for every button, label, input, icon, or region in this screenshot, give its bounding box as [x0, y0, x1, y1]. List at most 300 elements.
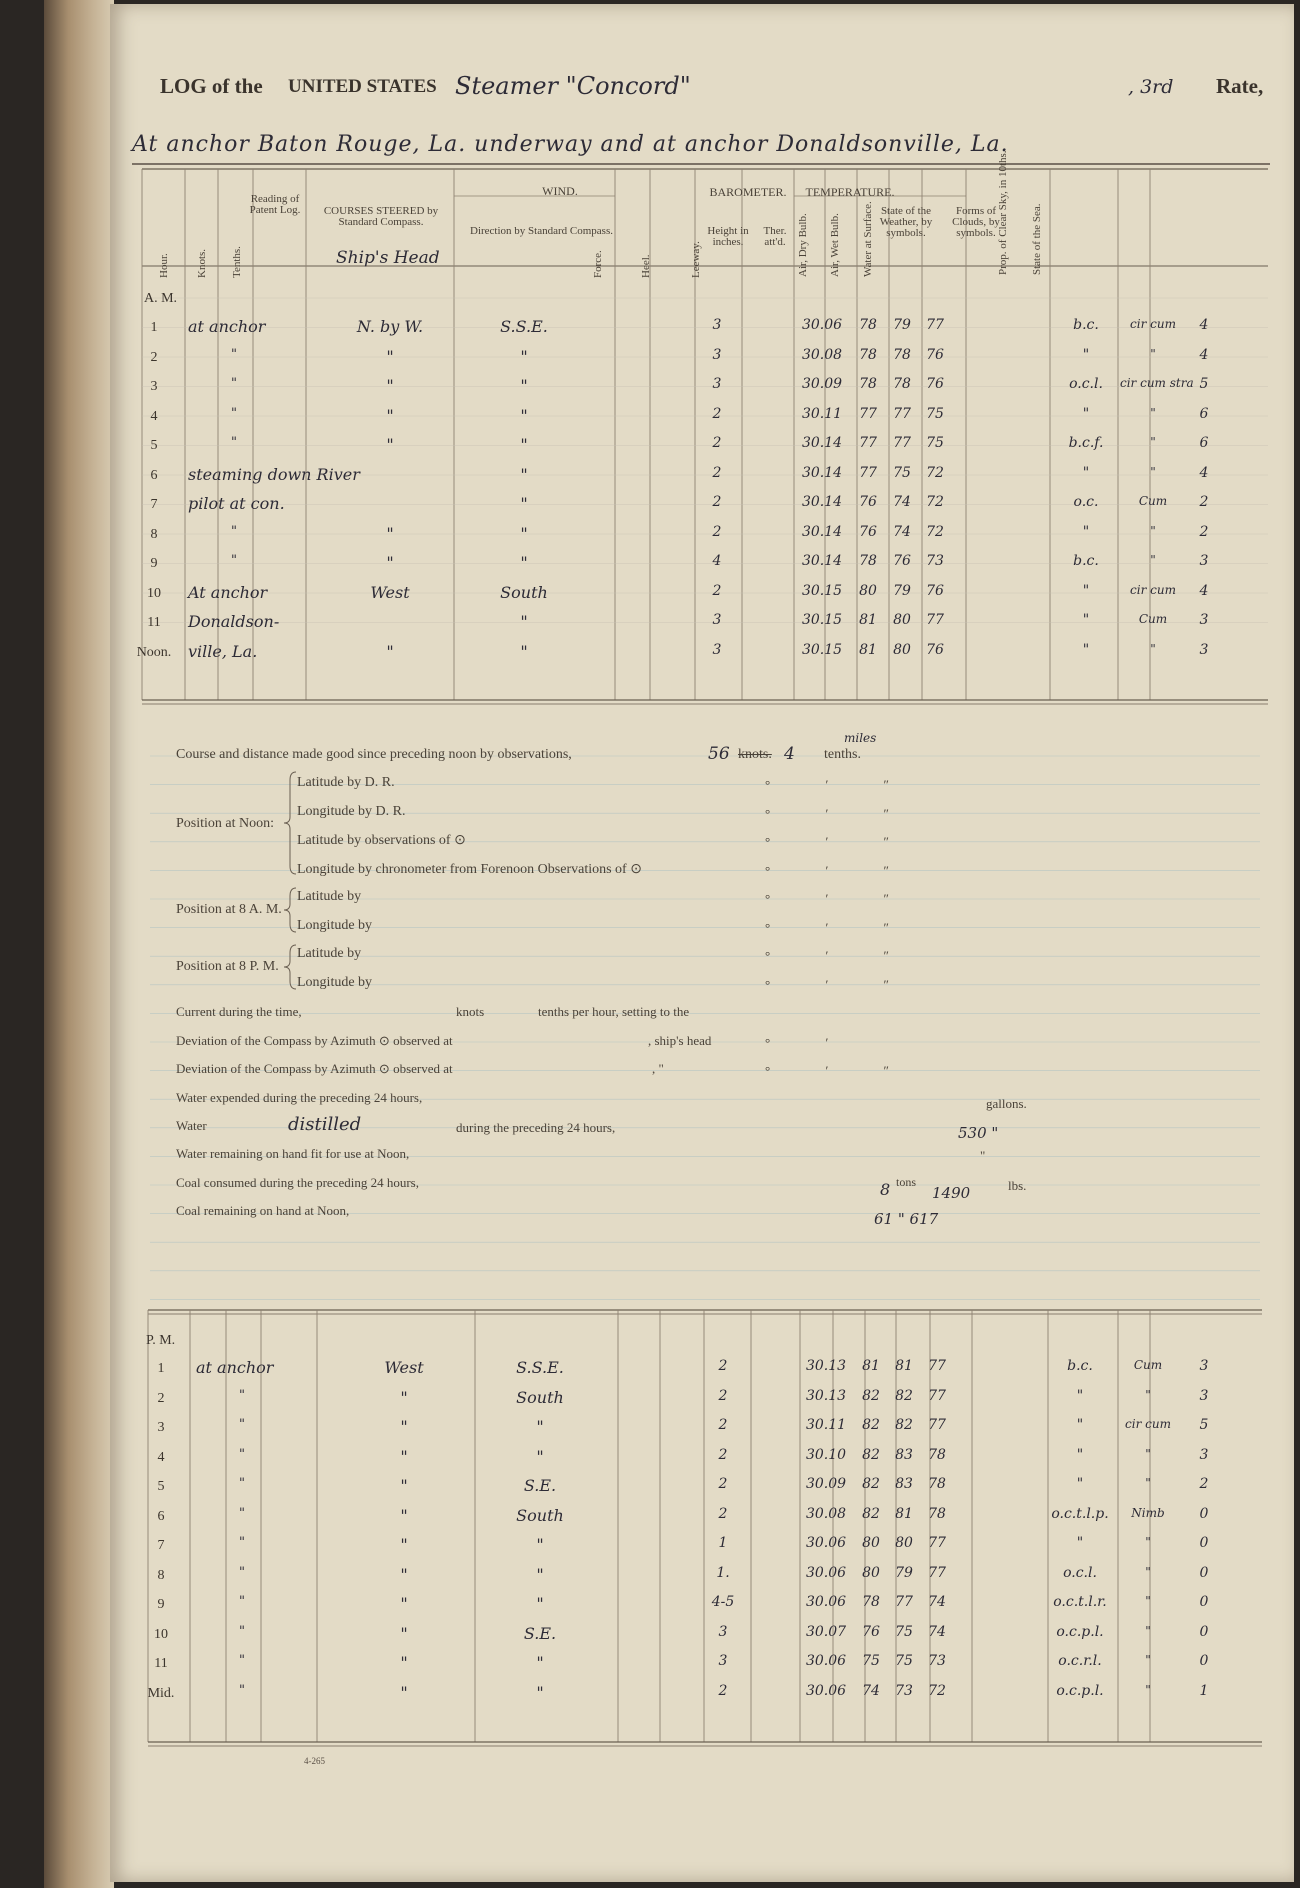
book-spine-edge: [44, 0, 114, 1888]
am-row-wind: ": [520, 405, 528, 425]
am-row-course: ": [386, 523, 394, 543]
am-row-force: 3: [712, 612, 722, 628]
am-row-course: ": [386, 405, 394, 425]
am-hour-label: 7: [150, 497, 158, 512]
am-row-tenths: ": [231, 376, 237, 391]
pm-row-wet-bulb: 77: [928, 1417, 946, 1433]
am-row-wind: ": [520, 523, 528, 543]
am-row-course: ": [386, 641, 394, 661]
pm-hour-label: 7: [157, 1538, 165, 1553]
col-temperature: TEMPERATURE.: [805, 185, 895, 199]
pm-row-wind: ": [536, 1417, 544, 1436]
pm-row-barometer: 30.10: [805, 1446, 847, 1463]
pm-row-clear-sky: 5: [1199, 1417, 1209, 1433]
water-distilled-value: 530 ": [958, 1124, 999, 1142]
am-row-ther: 81: [859, 612, 877, 628]
am-hour-label: 4: [150, 408, 158, 424]
pm-row-clouds: Cum: [1133, 1358, 1163, 1372]
pm-hour-label: 6: [157, 1508, 165, 1524]
vessel-name: Steamer "Concord": [455, 72, 691, 100]
pm-row-wind: South: [516, 1505, 564, 1525]
am-row-wind: ": [520, 494, 528, 513]
am-row-dry-bulb: 77: [893, 435, 911, 451]
am-row-clouds: ": [1150, 435, 1156, 449]
col-hour: Hour.: [158, 253, 170, 278]
am-row-clear-sky: 4: [1199, 317, 1209, 333]
col-sea: State of the Sea.: [1031, 203, 1043, 275]
pm-row-wet-bulb: 77: [928, 1358, 946, 1374]
pm-row-clouds: ": [1145, 1476, 1151, 1490]
pm-row-ther: 75: [862, 1653, 880, 1669]
am-row-clear-sky: 4: [1199, 582, 1209, 599]
dms-deviation-2: ° ′ ″: [765, 1063, 915, 1078]
pm-row-weather: o.c.t.l.r.: [1053, 1594, 1107, 1610]
am-label: A. M.: [144, 291, 178, 306]
pm-row-wet-bulb: 77: [928, 1564, 946, 1581]
pm-hour-label: 8: [157, 1567, 165, 1583]
position-8pm-label: Position at 8 P. M.: [176, 959, 279, 974]
am-row-ther: 78: [859, 346, 877, 363]
pm-hour-label: 9: [157, 1597, 165, 1612]
pm-row-wind: ": [536, 1446, 544, 1466]
pm-row-dry-bulb: 82: [895, 1417, 913, 1433]
tons-label: tons: [896, 1175, 917, 1189]
col-dry-bulb: Air, Dry Bulb.: [797, 213, 809, 277]
am-row-course: ": [386, 346, 394, 366]
am-row-barometer: 30.15: [801, 582, 843, 599]
col-courses-steered: COURSES STEERED by Standard Compass.: [323, 205, 439, 228]
am-hour-label: 6: [150, 467, 158, 483]
pm-row-barometer: 30.09: [805, 1476, 847, 1492]
am-row-dry-bulb: 74: [893, 523, 911, 540]
pm-row-dry-bulb: 79: [895, 1564, 913, 1581]
pm-row-barometer: 30.08: [805, 1505, 847, 1522]
am-row-ther: 78: [859, 376, 877, 392]
am-row-dry-bulb: 79: [893, 582, 911, 599]
current-label: Current during the time,: [176, 1004, 302, 1019]
pm-row-barometer: 30.07: [805, 1623, 847, 1640]
am-row-weather: b.c.: [1073, 317, 1099, 333]
am-hour-label: Noon.: [136, 644, 172, 660]
am-row-dry-bulb: 80: [893, 641, 911, 658]
pm-row-barometer: 30.06: [805, 1535, 847, 1551]
am-hour-label: 10: [147, 585, 161, 601]
log-page: [110, 4, 1294, 1882]
pm-row-ther: 76: [862, 1623, 880, 1640]
am-row-force: 3: [712, 641, 722, 658]
am-row-clear-sky: 2: [1199, 523, 1209, 540]
am-row-dry-bulb: 74: [893, 494, 911, 510]
am-row-wind: ": [520, 435, 528, 454]
lat-obs-label: Latitude by observations of ⊙: [297, 833, 466, 848]
pm-row-wet-bulb: 74: [928, 1594, 946, 1610]
am-row-wet-bulb: 76: [926, 641, 944, 658]
pm-hour-label: 2: [157, 1390, 165, 1406]
am-row-barometer: 30.15: [801, 612, 843, 628]
pm-row-clear-sky: 3: [1199, 1446, 1209, 1463]
am-row-clear-sky: 5: [1199, 376, 1209, 392]
ships-head-label: , ship's head: [648, 1033, 712, 1048]
am-row-wet-bulb: 72: [926, 464, 944, 481]
am-row-wind: ": [520, 376, 528, 395]
am-row-tenths: ": [231, 523, 237, 539]
am-row-clear-sky: 4: [1199, 346, 1209, 363]
am-row-clouds: cir cum: [1130, 317, 1176, 331]
col-water-surface: Water at Surface.: [862, 201, 874, 277]
am-row-force: 2: [712, 405, 722, 422]
col-patent-log: Reading of Patent Log.: [249, 193, 301, 216]
am-row-barometer: 30.14: [801, 464, 843, 481]
am-row-clouds: ": [1150, 346, 1156, 361]
pm-row-weather: o.c.t.l.p.: [1051, 1505, 1109, 1522]
am-row-wind: S.S.E.: [500, 317, 548, 336]
gallons-label: gallons.: [986, 1096, 1027, 1111]
water-distilled: distilled: [288, 1114, 362, 1135]
am-row-dry-bulb: 78: [893, 376, 911, 392]
am-row-knots-note: Donaldson-: [188, 612, 280, 631]
pm-row-clear-sky: 3: [1199, 1387, 1209, 1404]
pm-row-ther: 82: [862, 1446, 880, 1463]
pm-row-wet-bulb: 78: [928, 1505, 946, 1522]
coal-remaining-value: 61 " 617: [874, 1210, 939, 1228]
pm-row-force: 2: [718, 1682, 728, 1699]
am-row-clouds: Cum: [1138, 612, 1168, 626]
am-row-knots-note: At anchor: [188, 582, 268, 602]
pm-row-barometer: 30.13: [805, 1358, 847, 1374]
pm-row-tenths: ": [239, 1387, 245, 1403]
pm-row-course: ": [400, 1564, 408, 1584]
dms-lon-8am: ° ′ ″: [765, 920, 915, 935]
am-hour-label: 8: [150, 526, 158, 542]
col-leeway: Leeway.: [690, 241, 702, 278]
lbs-label: lbs.: [1008, 1178, 1027, 1193]
am-row-clouds: ": [1150, 553, 1156, 567]
am-row-weather: b.c.: [1073, 553, 1099, 569]
water-expended-label: Water expended during the preceding 24 hours,: [176, 1090, 423, 1105]
deviation-1-label: Deviation of the Compass by Azimuth ⊙ observed at: [176, 1033, 453, 1048]
distance-value: 56: [708, 744, 730, 764]
knots-struck: knots.: [738, 747, 772, 762]
am-row-wet-bulb: 76: [926, 582, 944, 599]
am-row-clouds: ": [1150, 464, 1156, 479]
lon-8am-label: Longitude by: [297, 918, 373, 933]
tenths-label: tenths.: [824, 747, 861, 762]
am-hour-label: 2: [150, 349, 158, 365]
am-row-wind: South: [500, 582, 548, 602]
am-hour-label: 11: [147, 615, 161, 630]
col-clouds: Forms of Clouds, by symbols.: [952, 205, 1000, 239]
pm-row-dry-bulb: 83: [895, 1446, 913, 1463]
pm-row-weather: ": [1076, 1535, 1084, 1551]
am-row-weather: ": [1082, 405, 1090, 422]
pm-row-weather: ": [1076, 1476, 1084, 1492]
pm-row-force: 2: [718, 1446, 728, 1463]
am-row-force: 3: [712, 346, 722, 363]
pm-row-wet-bulb: 72: [928, 1682, 946, 1699]
pm-row-wind: ": [536, 1653, 544, 1672]
am-row-dry-bulb: 78: [893, 346, 911, 363]
am-hour-label: 9: [150, 556, 158, 571]
lon-8pm-label: Longitude by: [297, 975, 373, 990]
form-number: 4-265: [304, 1756, 325, 1766]
col-heel: Heel.: [640, 254, 652, 278]
coal-consumed-label: Coal consumed during the preceding 24 hours,: [176, 1175, 419, 1190]
pm-row-clear-sky: 2: [1199, 1476, 1209, 1492]
rate-number: , 3rd: [1128, 76, 1174, 98]
pm-row-clear-sky: 0: [1199, 1623, 1209, 1640]
am-row-wind: ": [520, 346, 528, 366]
am-hour-label: 1: [150, 320, 158, 335]
am-row-dry-bulb: 79: [893, 317, 911, 333]
pm-row-wind: S.E.: [523, 1623, 557, 1643]
dms-lon-8pm: ° ′ ″: [765, 977, 915, 992]
am-row-clear-sky: 4: [1199, 464, 1209, 481]
pm-row-clouds: ": [1145, 1653, 1151, 1667]
am-row-ther: 77: [859, 464, 877, 481]
dms-lat-obs: ° ′ ″: [765, 834, 915, 849]
pm-row-weather: o.c.p.l.: [1056, 1682, 1104, 1699]
deviation-2-label: Deviation of the Compass by Azimuth ⊙ observed at: [176, 1061, 453, 1076]
pm-row-barometer: 30.06: [805, 1682, 847, 1699]
lon-chrono-label: Longitude by chronometer from Forenoon Observations of ⊙: [297, 862, 642, 877]
position-8am-label: Position at 8 A. M.: [176, 902, 282, 917]
pm-row-tenths: ": [239, 1564, 245, 1580]
am-row-clear-sky: 3: [1199, 641, 1209, 658]
title-united-states: UNITED STATES: [288, 76, 437, 97]
course-distance-label: Course and distance made good since preceding noon by observations,: [176, 747, 572, 762]
am-row-weather: ": [1082, 612, 1090, 628]
am-row-course: N. by W.: [356, 317, 424, 336]
dm-deviation-1: ° ′: [765, 1035, 855, 1050]
pm-row-force: 2: [718, 1417, 728, 1433]
am-row-weather: ": [1082, 641, 1090, 658]
col-barometer: BAROMETER.: [709, 185, 787, 199]
pm-row-dry-bulb: 75: [895, 1653, 913, 1669]
pm-row-clear-sky: 0: [1199, 1505, 1209, 1522]
pm-hour-label: 4: [157, 1449, 165, 1465]
pm-row-course: West: [384, 1358, 424, 1377]
pm-row-dry-bulb: 81: [895, 1505, 913, 1522]
am-row-wet-bulb: 75: [926, 435, 944, 451]
pm-row-course: ": [400, 1682, 408, 1702]
am-row-dry-bulb: 77: [893, 405, 911, 422]
pm-hour-label: 3: [157, 1420, 165, 1435]
am-row-weather: o.c.l.: [1069, 376, 1103, 392]
pm-row-wet-bulb: 74: [928, 1623, 946, 1640]
am-row-force: 2: [712, 523, 722, 540]
pm-row-wind: S.E.: [523, 1476, 557, 1495]
pm-row-course: ": [400, 1387, 408, 1407]
am-row-wet-bulb: 76: [926, 376, 944, 392]
pm-row-ther: 74: [862, 1682, 880, 1699]
pm-row-clear-sky: 0: [1199, 1653, 1209, 1669]
am-row-ther: 78: [859, 553, 877, 569]
pm-row-force: 4-5: [711, 1594, 735, 1610]
pm-row-course: ": [400, 1505, 408, 1525]
am-row-clouds: cir cum stra: [1120, 376, 1194, 390]
pm-hour-label: 5: [157, 1479, 165, 1494]
col-clear-sky: Prop. of Clear Sky, in 10ths.: [997, 150, 1009, 275]
dms-lat-dr: ° ′ ″: [765, 777, 915, 792]
col-knots: Knots.: [196, 248, 208, 278]
pm-row-barometer: 30.06: [805, 1653, 847, 1669]
pm-row-clouds: ": [1145, 1682, 1151, 1697]
pm-hour-label: 11: [154, 1656, 168, 1671]
am-row-wind: ": [520, 553, 528, 572]
am-row-barometer: 30.14: [801, 553, 843, 569]
am-row-ther: 76: [859, 523, 877, 540]
water-remaining-label: Water remaining on hand fit for use at Noon,: [176, 1146, 410, 1161]
am-row-course: ": [386, 376, 394, 395]
pm-row-clear-sky: 3: [1199, 1358, 1209, 1374]
dms-lon-dr: ° ′ ″: [765, 806, 915, 821]
am-row-wet-bulb: 75: [926, 405, 944, 422]
pm-row-tenths: ": [239, 1505, 245, 1521]
pm-row-wet-bulb: 78: [928, 1446, 946, 1463]
pm-row-ther: 82: [862, 1476, 880, 1492]
am-row-dry-bulb: 76: [893, 553, 911, 569]
pm-row-force: 3: [718, 1653, 728, 1669]
pm-row-course: ": [400, 1623, 408, 1643]
pm-row-dry-bulb: 73: [895, 1682, 913, 1699]
pm-row-force: 2: [718, 1387, 728, 1404]
pm-row-force: 1: [718, 1535, 728, 1551]
water-label: Water: [176, 1118, 207, 1133]
am-row-knots-note: at anchor: [188, 317, 266, 336]
am-row-ther: 81: [859, 641, 877, 658]
col-ther: Ther. att'd.: [763, 225, 787, 248]
am-row-course: ": [386, 435, 394, 454]
pm-row-course: ": [400, 1417, 408, 1436]
pm-row-knots-note: at anchor: [196, 1358, 274, 1377]
am-row-tenths: ": [231, 405, 237, 421]
am-row-dry-bulb: 75: [893, 464, 911, 481]
position-noon-label: Position at Noon:: [176, 816, 275, 831]
pm-row-weather: ": [1076, 1446, 1084, 1463]
pm-row-weather: ": [1076, 1387, 1084, 1404]
pm-row-clouds: ": [1145, 1535, 1151, 1549]
pm-row-clouds: Nimb: [1131, 1505, 1165, 1520]
am-row-clouds: ": [1150, 523, 1156, 538]
pm-row-course: ": [400, 1476, 408, 1495]
am-row-ther: 77: [859, 435, 877, 451]
am-row-ther: 78: [859, 317, 877, 333]
pm-row-weather: b.c.: [1067, 1358, 1093, 1374]
pm-hour-label: 10: [154, 1626, 168, 1642]
pm-row-ther: 78: [862, 1594, 880, 1610]
am-row-force: 3: [712, 317, 722, 333]
pm-row-wind: S.S.E.: [516, 1358, 564, 1377]
am-row-weather: b.c.f.: [1068, 435, 1104, 451]
pm-row-clouds: cir cum: [1125, 1417, 1171, 1431]
am-row-clear-sky: 2: [1199, 494, 1209, 510]
am-row-wind: ": [520, 641, 528, 661]
pm-row-force: 2: [718, 1476, 728, 1492]
am-row-force: 3: [712, 376, 722, 392]
pm-row-wind: ": [536, 1594, 544, 1613]
am-row-clear-sky: 3: [1199, 553, 1209, 569]
pm-row-course: ": [400, 1653, 408, 1672]
pm-row-weather: ": [1076, 1417, 1084, 1433]
am-row-course: West: [370, 582, 410, 602]
pm-row-course: ": [400, 1535, 408, 1554]
am-row-tenths: ": [231, 435, 237, 450]
pm-row-tenths: ": [239, 1594, 245, 1609]
am-hour-label: 5: [150, 438, 158, 453]
am-row-clouds: cir cum: [1130, 582, 1176, 597]
am-row-barometer: 30.15: [801, 641, 843, 658]
am-row-force: 2: [712, 435, 722, 451]
am-row-force: 2: [712, 494, 722, 510]
am-row-wet-bulb: 72: [926, 494, 944, 510]
am-row-barometer: 30.09: [801, 376, 843, 392]
pm-row-ther: 82: [862, 1505, 880, 1522]
am-row-knots-note: steaming down River: [188, 464, 360, 484]
dms-lat-8am: ° ′ ″: [765, 891, 915, 906]
pm-row-tenths: ": [239, 1682, 245, 1698]
pm-row-wind: South: [516, 1387, 564, 1407]
am-row-clear-sky: 3: [1199, 612, 1209, 628]
pm-row-tenths: ": [239, 1417, 245, 1432]
am-row-weather: ": [1082, 523, 1090, 540]
am-row-course: ": [386, 553, 394, 572]
ships-head-note: Ship's Head: [336, 248, 440, 268]
am-row-weather: ": [1082, 582, 1090, 599]
col-tenths: Tenths.: [231, 246, 243, 278]
am-row-weather: ": [1082, 464, 1090, 481]
miles-note: miles: [844, 731, 877, 745]
lat-8am-label: Latitude by: [297, 889, 362, 904]
col-height: Height in inches.: [707, 225, 749, 248]
am-row-weather: o.c.: [1073, 494, 1099, 510]
pm-row-wet-bulb: 73: [928, 1653, 946, 1669]
pm-row-clear-sky: 0: [1199, 1535, 1209, 1551]
location-line: At anchor Baton Rouge, La. underway and at anchor Donaldsonville, La.: [132, 132, 1009, 157]
am-row-wet-bulb: 77: [926, 612, 944, 628]
am-row-weather: ": [1082, 346, 1090, 363]
pm-row-barometer: 30.11: [805, 1417, 847, 1433]
current-tenths-label: tenths per hour, setting to the: [538, 1004, 690, 1019]
water-preceding-label: during the preceding 24 hours,: [456, 1120, 616, 1135]
pm-row-dry-bulb: 75: [895, 1623, 913, 1640]
pm-row-clouds: ": [1145, 1446, 1151, 1461]
pm-label: P. M.: [146, 1333, 176, 1348]
pm-hour-label: Mid.: [147, 1685, 175, 1701]
am-row-ther: 80: [859, 582, 877, 599]
lat-dr-label: Latitude by D. R.: [297, 775, 395, 790]
pm-row-wet-bulb: 78: [928, 1476, 946, 1492]
pm-row-barometer: 30.06: [805, 1564, 847, 1581]
am-row-force: 4: [712, 553, 722, 569]
pm-row-clear-sky: 1: [1199, 1682, 1209, 1699]
pm-row-wind: ": [536, 1564, 544, 1584]
pm-row-ther: 82: [862, 1387, 880, 1404]
lat-8pm-label: Latitude by: [297, 946, 362, 961]
coal-lbs-value: 1490: [932, 1184, 971, 1202]
pm-row-course: ": [400, 1594, 408, 1613]
col-wind: WIND.: [542, 184, 578, 198]
pm-row-tenths: ": [239, 1653, 245, 1668]
col-weather: State of the Weather, by symbols.: [879, 205, 933, 239]
pm-row-wet-bulb: 77: [928, 1535, 946, 1551]
pm-row-tenths: ": [239, 1623, 245, 1639]
pm-row-tenths: ": [239, 1446, 245, 1462]
am-row-ther: 77: [859, 405, 877, 422]
pm-row-wind: ": [536, 1682, 544, 1702]
pm-row-clouds: ": [1145, 1594, 1151, 1608]
coal-tons-value: 8: [880, 1180, 891, 1199]
pm-row-clear-sky: 0: [1199, 1594, 1209, 1610]
